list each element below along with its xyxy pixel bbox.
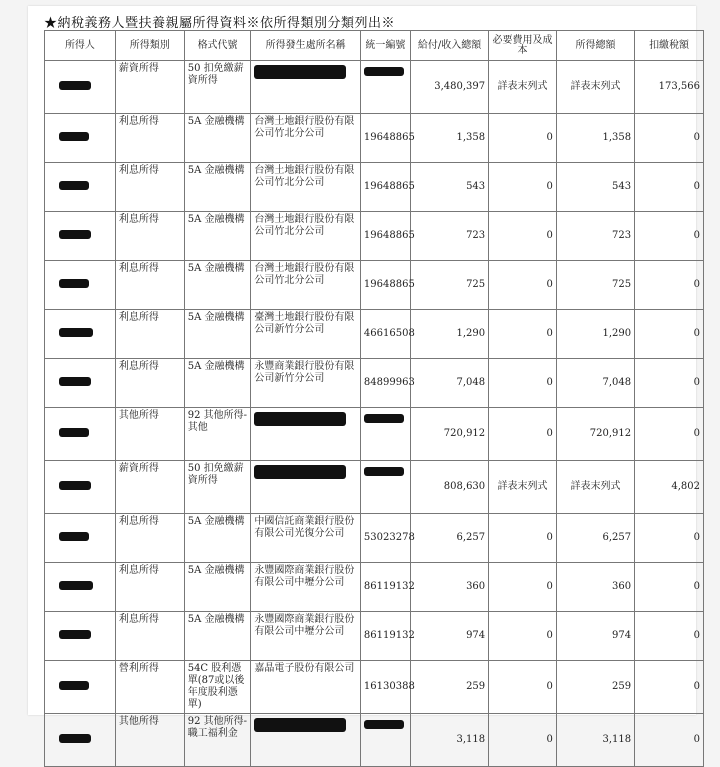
format-code-cell: 5A 金融機構	[184, 261, 251, 310]
recipient-cell	[45, 714, 116, 767]
format-code-cell: 5A 金融機構	[184, 563, 251, 612]
payer-name-cell	[251, 461, 360, 514]
net-income-cell: 974	[556, 612, 634, 661]
withheld-tax-cell: 0	[635, 310, 704, 359]
gross-amount-cell: 720,912	[410, 408, 488, 461]
recipient-cell	[45, 612, 116, 661]
redacted-name-block	[59, 181, 89, 190]
tax-id-cell	[360, 61, 410, 114]
expenses-cell: 0	[489, 359, 557, 408]
table-row	[45, 61, 704, 114]
net-income-cell: 725	[556, 261, 634, 310]
table-body	[45, 61, 704, 767]
category-cell: 其他所得	[115, 408, 184, 461]
format-code-cell: 5A 金融機構	[184, 163, 251, 212]
gross-amount-cell: 259	[410, 661, 488, 714]
net-income-cell: 360	[556, 563, 634, 612]
expenses-cell: 0	[489, 514, 557, 563]
income-table	[44, 30, 704, 767]
gross-amount-cell: 974	[410, 612, 488, 661]
format-code-cell: 54C 股利憑單(87或以後年度股利憑單)	[184, 661, 251, 714]
expenses-cell: 0	[489, 661, 557, 714]
gross-amount-cell: 543	[410, 163, 488, 212]
table-row	[45, 212, 704, 261]
net-income-cell: 詳表末列式	[556, 461, 634, 514]
redacted-name-block	[59, 132, 89, 141]
withheld-tax-cell: 0	[635, 563, 704, 612]
format-code-cell: 5A 金融機構	[184, 310, 251, 359]
recipient-cell	[45, 359, 116, 408]
payer-name-cell: 台灣土地銀行股份有限公司竹北分公司	[251, 212, 360, 261]
withheld-tax-cell: 0	[635, 661, 704, 714]
payer-name-cell	[251, 61, 360, 114]
tax-id-cell: 19648865	[360, 114, 410, 163]
withheld-tax-cell: 0	[635, 212, 704, 261]
recipient-cell	[45, 212, 116, 261]
expenses-cell: 0	[489, 261, 557, 310]
withheld-tax-cell: 0	[635, 359, 704, 408]
redacted-name-block	[59, 481, 91, 490]
format-code-cell: 92 其他所得-其他	[184, 408, 251, 461]
withheld-tax-cell: 0	[635, 163, 704, 212]
payer-name-cell	[251, 408, 360, 461]
payer-name-cell: 台灣土地銀行股份有限公司竹北分公司	[251, 163, 360, 212]
expenses-cell: 0	[489, 163, 557, 212]
net-income-cell: 259	[556, 661, 634, 714]
recipient-cell	[45, 114, 116, 163]
category-cell: 薪資所得	[115, 461, 184, 514]
recipient-cell	[45, 261, 116, 310]
tax-id-cell	[360, 408, 410, 461]
payer-name-cell: 永豐國際商業銀行股份有限公司中壢分公司	[251, 563, 360, 612]
header-gross-amount: 給付/收入總額	[410, 31, 488, 61]
redacted-payer-block	[254, 65, 346, 79]
format-code-cell: 50 扣免繳薪資所得	[184, 461, 251, 514]
recipient-cell	[45, 61, 116, 114]
table-row	[45, 514, 704, 563]
table-row	[45, 612, 704, 661]
expenses-cell: 詳表末列式	[489, 461, 557, 514]
category-cell: 利息所得	[115, 359, 184, 408]
table-header-row	[45, 31, 704, 61]
withheld-tax-cell: 0	[635, 612, 704, 661]
redacted-name-block	[59, 81, 91, 90]
format-code-cell: 5A 金融機構	[184, 114, 251, 163]
header-payer-name: 所得發生處所名稱	[251, 31, 360, 61]
header-recipient: 所得人	[45, 31, 116, 61]
expenses-cell: 0	[489, 563, 557, 612]
tax-id-cell: 46616508	[360, 310, 410, 359]
page-title: ★納稅義務人暨扶養親屬所得資料※依所得類別分類列出※	[44, 16, 396, 31]
recipient-cell	[45, 310, 116, 359]
redacted-name-block	[59, 681, 89, 690]
gross-amount-cell: 723	[410, 212, 488, 261]
payer-name-cell: 中國信託商業銀行股份有限公司光復分公司	[251, 514, 360, 563]
table-row	[45, 359, 704, 408]
category-cell: 利息所得	[115, 563, 184, 612]
redacted-name-block	[59, 428, 89, 437]
redacted-payer-block	[254, 718, 346, 732]
recipient-cell	[45, 563, 116, 612]
header-expenses: 必要費用及成本	[489, 31, 557, 61]
tax-id-cell: 19648865	[360, 163, 410, 212]
gross-amount-cell: 6,257	[410, 514, 488, 563]
net-income-cell: 543	[556, 163, 634, 212]
category-cell: 利息所得	[115, 514, 184, 563]
category-cell: 利息所得	[115, 114, 184, 163]
table-row	[45, 163, 704, 212]
format-code-cell: 5A 金融機構	[184, 514, 251, 563]
category-cell: 利息所得	[115, 163, 184, 212]
category-cell: 其他所得	[115, 714, 184, 767]
recipient-cell	[45, 661, 116, 714]
category-cell: 利息所得	[115, 261, 184, 310]
payer-name-cell: 臺灣土地銀行股份有限公司新竹分公司	[251, 310, 360, 359]
category-cell: 利息所得	[115, 212, 184, 261]
recipient-cell	[45, 514, 116, 563]
table-row	[45, 563, 704, 612]
expenses-cell: 0	[489, 212, 557, 261]
category-cell: 利息所得	[115, 612, 184, 661]
withheld-tax-cell: 0	[635, 514, 704, 563]
header-category: 所得類別	[115, 31, 184, 61]
recipient-cell	[45, 408, 116, 461]
category-cell: 營利所得	[115, 661, 184, 714]
format-code-cell: 5A 金融機構	[184, 359, 251, 408]
net-income-cell: 1,290	[556, 310, 634, 359]
expenses-cell: 0	[489, 310, 557, 359]
gross-amount-cell: 725	[410, 261, 488, 310]
gross-amount-cell: 3,118	[410, 714, 488, 767]
net-income-cell: 1,358	[556, 114, 634, 163]
gross-amount-cell: 808,630	[410, 461, 488, 514]
redacted-name-block	[59, 328, 93, 337]
table-row	[45, 461, 704, 514]
net-income-cell: 720,912	[556, 408, 634, 461]
table-row	[45, 261, 704, 310]
expenses-cell: 詳表末列式	[489, 61, 557, 114]
header-withheld-tax: 扣繳稅額	[635, 31, 704, 61]
table-row	[45, 408, 704, 461]
redacted-id-block	[364, 720, 404, 729]
withheld-tax-cell: 173,566	[635, 61, 704, 114]
header-net-income: 所得總額	[556, 31, 634, 61]
table-row	[45, 714, 704, 767]
withheld-tax-cell: 0	[635, 714, 704, 767]
expenses-cell: 0	[489, 612, 557, 661]
format-code-cell: 92 其他所得-職工福利金	[184, 714, 251, 767]
withheld-tax-cell: 0	[635, 114, 704, 163]
table-row	[45, 661, 704, 714]
recipient-cell	[45, 461, 116, 514]
table-row	[45, 310, 704, 359]
category-cell: 薪資所得	[115, 61, 184, 114]
gross-amount-cell: 1,358	[410, 114, 488, 163]
tax-id-cell: 84899963	[360, 359, 410, 408]
redacted-name-block	[59, 734, 91, 743]
expenses-cell: 0	[489, 408, 557, 461]
redacted-id-block	[364, 467, 404, 476]
header-format-code: 格式代號	[184, 31, 251, 61]
recipient-cell	[45, 163, 116, 212]
withheld-tax-cell: 0	[635, 261, 704, 310]
tax-id-cell: 19648865	[360, 261, 410, 310]
tax-id-cell: 86119132	[360, 612, 410, 661]
redacted-name-block	[59, 230, 91, 239]
gross-amount-cell: 3,480,397	[410, 61, 488, 114]
format-code-cell: 5A 金融機構	[184, 212, 251, 261]
net-income-cell: 詳表末列式	[556, 61, 634, 114]
category-cell: 利息所得	[115, 310, 184, 359]
gross-amount-cell: 360	[410, 563, 488, 612]
tax-id-cell: 16130388	[360, 661, 410, 714]
redacted-name-block	[59, 581, 93, 590]
redacted-id-block	[364, 414, 404, 423]
redacted-payer-block	[254, 412, 346, 426]
tax-id-cell	[360, 714, 410, 767]
expenses-cell: 0	[489, 714, 557, 767]
withheld-tax-cell: 0	[635, 408, 704, 461]
gross-amount-cell: 7,048	[410, 359, 488, 408]
header-tax-id: 統一編號	[360, 31, 410, 61]
redacted-name-block	[59, 532, 89, 541]
tax-income-sheet	[28, 6, 700, 745]
redacted-payer-block	[254, 465, 346, 479]
net-income-cell: 6,257	[556, 514, 634, 563]
redacted-id-block	[364, 67, 404, 76]
net-income-cell: 3,118	[556, 714, 634, 767]
redacted-name-block	[59, 630, 91, 639]
payer-name-cell: 台灣土地銀行股份有限公司竹北分公司	[251, 114, 360, 163]
payer-name-cell: 嘉晶電子股份有限公司	[251, 661, 360, 714]
withheld-tax-cell: 4,802	[635, 461, 704, 514]
redacted-name-block	[59, 377, 91, 386]
payer-name-cell	[251, 714, 360, 767]
payer-name-cell: 永豐商業銀行股份有限公司新竹分公司	[251, 359, 360, 408]
tax-id-cell: 86119132	[360, 563, 410, 612]
payer-name-cell: 永豐國際商業銀行股份有限公司中壢分公司	[251, 612, 360, 661]
payer-name-cell: 台灣土地銀行股份有限公司竹北分公司	[251, 261, 360, 310]
tax-id-cell: 19648865	[360, 212, 410, 261]
gross-amount-cell: 1,290	[410, 310, 488, 359]
net-income-cell: 723	[556, 212, 634, 261]
net-income-cell: 7,048	[556, 359, 634, 408]
redacted-name-block	[59, 279, 89, 288]
format-code-cell: 50 扣免繳薪資所得	[184, 61, 251, 114]
tax-id-cell: 53023278	[360, 514, 410, 563]
tax-id-cell	[360, 461, 410, 514]
format-code-cell: 5A 金融機構	[184, 612, 251, 661]
expenses-cell: 0	[489, 114, 557, 163]
table-row	[45, 114, 704, 163]
